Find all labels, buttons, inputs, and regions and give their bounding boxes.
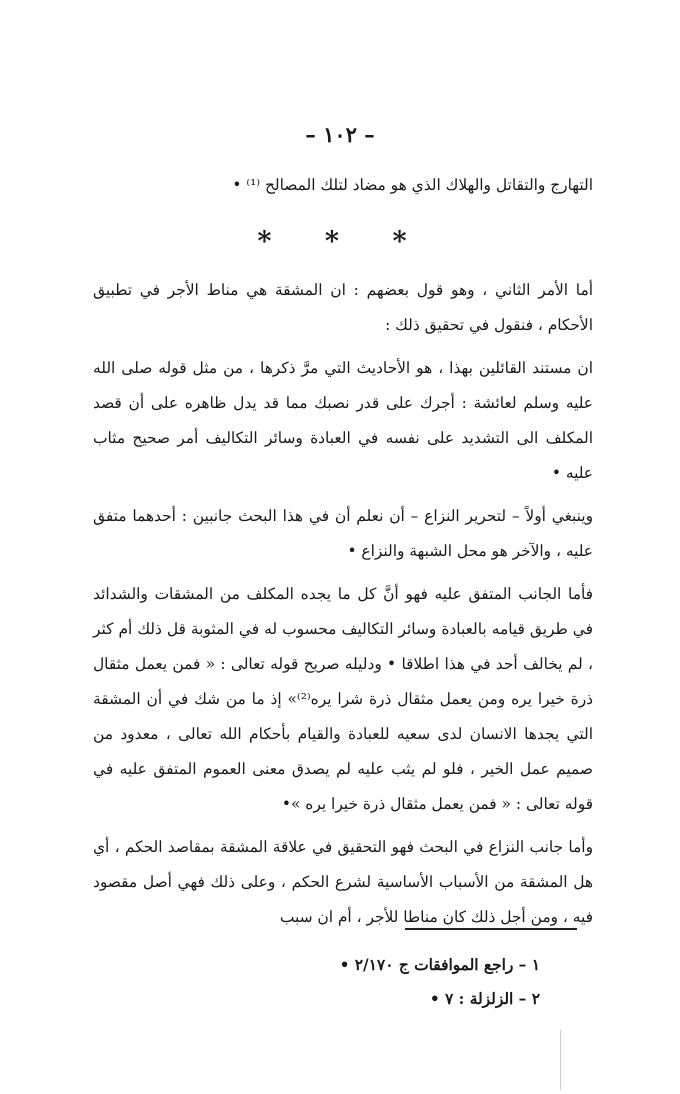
- paragraph-4: فأما الجانب المتفق عليه فهو أنَّ كل ما يجده المكلف من المشقات والشدائد في طريق قيامه بالعبادة وسائر التكاليف محسوب له في المثوبة قل ذلك أم كثر ، لم يخالف أحد في هذا اطلاقا • ودليله صريح قوله تعالى : « فمن يعمل مثقال ذرة خيرا يره ومن يعمل مثقال ذرة شرا يره⁽²⁾» إذ ما من شك في أن المشقة التي يجدها الانسان لدى سعيه للعبادة والقيام بأحكام الله تعالى ، معدود من صميم عمل الخير ، فلو لم يثب عليه لم يصدق معنى العموم المتفق عليه في قوله تعالى : « فمن يعمل مثقال ذرة خيرا يره »•: [93, 585, 593, 813]
- page-number: – ١٠٢ –: [305, 122, 375, 147]
- page-edge-mark: [560, 1030, 577, 1090]
- paragraph-3: وينبغي أولاً – لتحرير النزاع – أن نعلم أن في هذا البحث جانبين : أحدهما متفق عليه ، والآخر هو محل الشبهة والنزاع •: [93, 507, 593, 560]
- section-separator: * * *: [257, 226, 429, 257]
- footnote-2: ٢ – الزلزلة : ٧ •: [429, 990, 540, 1008]
- paragraph-2: ان مستند القائلين بهذا ، هو الأحاديث التي مرَّ ذكرها ، من مثل قوله صلى الله عليه وسلم لعائشة : أجرك على قدر نصبك مما قد يدل ظاهره على أن قصد المكلف الى التشديد على نفسه في العبادة وسائر التكاليف أمر صحيح مثاب عليه •: [93, 359, 593, 482]
- footnote-1: ١ – راجع الموافقات ج ٢/١٧٠ •: [339, 956, 540, 974]
- paragraph-1: أما الأمر الثاني ، وهو قول بعضهم : ان المشقة هي مناط الأجر في تطبيق الأحكام ، فنقول في تحقيق ذلك :: [93, 281, 593, 334]
- footnote-divider: [405, 928, 577, 930]
- footnotes: [150, 948, 540, 1016]
- intro-line: التهارج والتقاتل والهلاك الذي هو مضاد لتلك المصالح ⁽¹⁾ •: [232, 176, 593, 194]
- paragraph-5: وأما جانب النزاع في البحث فهو التحقيق في علاقة المشقة بمقاصد الحكم ، أي هل المشقة من الأسباب الأساسية لشرع الحكم ، وعلى ذلك فهي أصل مقصود فيه ، ومن أجل ذلك كان مناطا للأجر ، أم ان سبب: [93, 838, 593, 926]
- main-text: [93, 168, 593, 935]
